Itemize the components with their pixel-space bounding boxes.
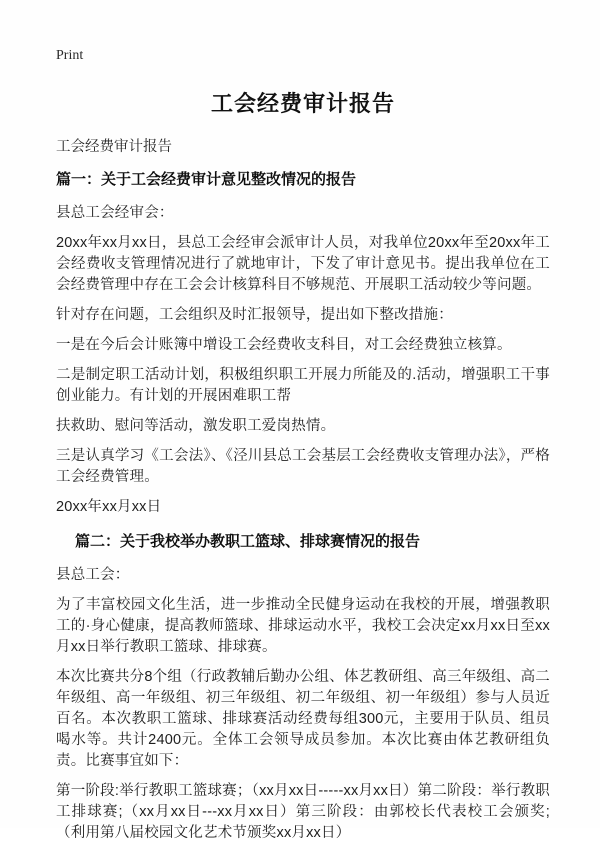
section-two-heading: 篇二：关于我校举办教职工篮球、排球赛情况的报告 xyxy=(75,533,421,550)
paragraph: 县总工会经审会： xyxy=(56,205,174,221)
paragraph: 一是在今后会计账簿中增设工会经费收支科目，对工会经费独立核算。 xyxy=(56,337,512,353)
paragraph: 三是认真学习《工会法》、《泾川县总工会基层工会经费收支管理办法》，严格工会经费管理。 xyxy=(56,448,550,485)
paragraph: 针对存在问题，工会组织及时汇报领导，提出如下整改措施： xyxy=(56,307,453,323)
paragraph: 县总工会： xyxy=(56,567,130,583)
section-one-heading: 篇一：关于工会经费审计意见整改情况的报告 xyxy=(56,171,357,188)
paragraph: 二是制定职工活动计划，积极组织职工开展力所能及的.活动，增强职工干事创业能力。有计划的开展困难职工帮 xyxy=(56,367,550,404)
document-subtitle: 工会经费审计报告 xyxy=(56,139,172,155)
paragraph: 20xx年xx月xx日，县总工会经审会派审计人员，对我单位20xx年至20xx年工会经费收支管理情况进行了就地审计，下发了审计意见书。提出我单位在工会经费管理中存在工会会计核算科目不够规范、开展职工活动较少等问题。 xyxy=(56,235,550,293)
paragraph: 为了丰富校园文化生活，进一步推动全民健身运动在我校的开展，增强教职工的·身心健康，提高教师篮球、排球运动水平，我校工会决定xx月xx日至xx月xx日举行教职工篮球、排球赛。 xyxy=(56,597,550,655)
section-two xyxy=(56,531,550,844)
paragraph-date: 20xx年xx月xx日 xyxy=(56,499,162,515)
paragraph: 本次比赛共分8个组（行政教辅后勤办公组、体艺教研组、高三年级组、高二年级组、高一年级组、初三年级组、初二年级组、初一年级组）参与人员近百名。本次教职工篮球、排球赛活动经费每组300元，主要用于队员、组员喝水等。共计2400元。全体工会领导成员参加。本次比赛由体艺教研组负责。比赛事宜如下： xyxy=(56,669,550,769)
print-button[interactable]: Print xyxy=(56,48,84,63)
paragraph: 扶救助、慰问等活动，激发职工爱岗热情。 xyxy=(56,418,336,434)
section-one xyxy=(56,169,550,518)
page-title: 工会经费审计报告 xyxy=(210,91,395,116)
paragraph: 第一阶段:举行教职工篮球赛；（xx月xx日-----xx月xx日）第二阶段：举行教职工排球赛;（xx月xx日---xx月xx日）第三阶段：由郭校长代表校工会颁奖;（利用第八届校园文化艺术节颁奖xx月xx日） xyxy=(56,783,550,841)
